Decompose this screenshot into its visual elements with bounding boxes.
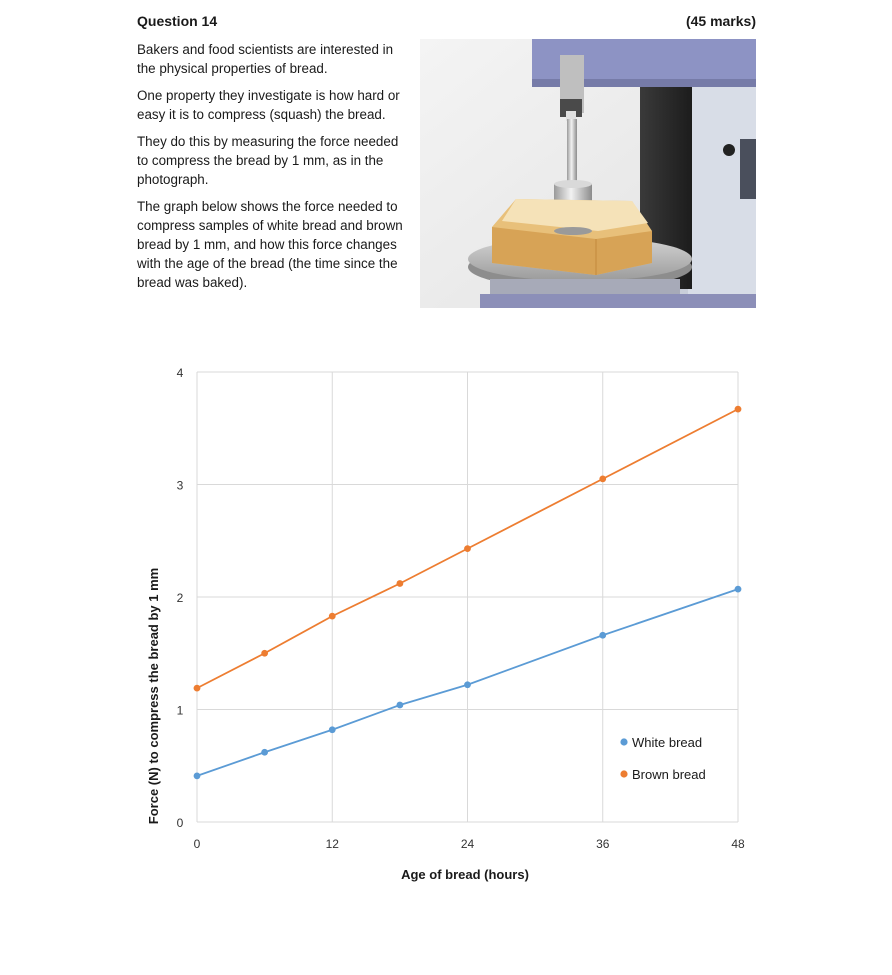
x-tick-label: 12: [325, 837, 339, 851]
y-tick-label: 2: [176, 591, 184, 605]
y-tick-label: 3: [176, 478, 184, 493]
data-point: [329, 613, 336, 620]
chart-legend: [620, 735, 705, 782]
paragraph-2: One property they investigate is how hard or easy it is to compress (squash) the bread.: [137, 88, 400, 122]
x-tick-labels: [194, 837, 745, 851]
force-vs-age-chart: [140, 355, 760, 895]
data-point: [599, 475, 606, 482]
legend-marker: [620, 770, 627, 777]
legend-label: Brown bread: [632, 767, 706, 782]
data-point: [464, 545, 471, 552]
data-point: [464, 681, 471, 688]
data-point: [396, 702, 403, 709]
chart-gridlines: [197, 372, 738, 822]
data-point: [396, 580, 403, 587]
data-point: [735, 406, 742, 413]
y-tick-label: 0: [176, 816, 184, 830]
y-axis-label: Force (N) to compress the bread by 1 mm: [146, 567, 161, 825]
y-tick-label: 4: [176, 366, 184, 380]
legend-label: White bread: [632, 735, 703, 750]
data-point: [261, 650, 268, 657]
data-point: [329, 726, 336, 733]
data-point: [194, 772, 201, 779]
x-tick-label: 36: [596, 837, 610, 851]
paragraph-4: The graph below shows the force needed to compress samples of white bread and brown bread by 1 mm, and how this force changes with the age of the bread (the time since the bread was baked).: [137, 199, 403, 290]
x-tick-label: 24: [460, 837, 475, 851]
question-text: [137, 40, 412, 300]
legend-marker: [620, 738, 627, 745]
y-tick-label: 1: [176, 703, 184, 718]
question-marks: (45 marks): [685, 13, 756, 29]
question-title: Question 14: [137, 13, 218, 29]
data-point: [735, 586, 742, 593]
paragraph-1: Bakers and food scientists are interested in the physical properties of bread.: [137, 42, 394, 76]
x-tick-label: 0: [193, 837, 201, 851]
bread-compression-photo: [420, 39, 756, 308]
paragraph-3: They do this by measuring the force needed to compress the bread by 1 mm, as in the photograph.: [137, 134, 399, 187]
x-tick-label: 48: [731, 837, 745, 851]
data-point: [599, 632, 606, 639]
x-axis-label: Age of bread (hours): [401, 867, 529, 882]
y-tick-labels: [177, 366, 184, 830]
data-point: [194, 685, 201, 692]
data-point: [261, 749, 268, 756]
